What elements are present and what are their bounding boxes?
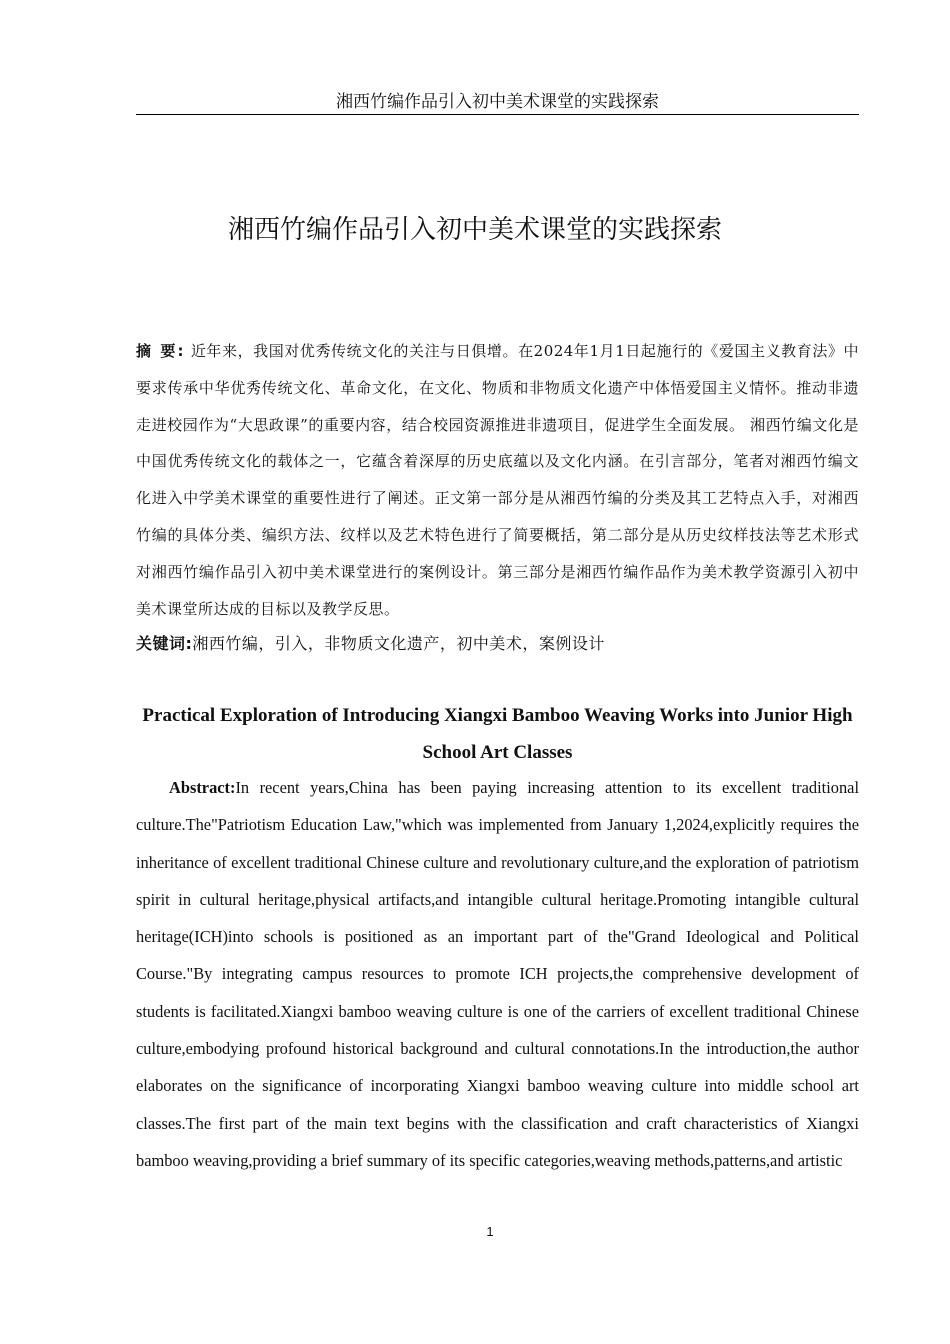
keywords-label: 关键词: xyxy=(136,634,193,653)
page-title-cn: 湘西竹编作品引入初中美术课堂的实践探索 xyxy=(227,215,722,245)
page-number: 1 xyxy=(486,1224,494,1239)
abstract-cn xyxy=(136,333,859,627)
keywords-text: 湘西竹编，引入，非物质文化遗产，初中美术，案例设计 xyxy=(192,634,605,653)
abstract-cn-label: 摘 要: xyxy=(136,342,186,360)
page-title-en: Practical Exploration of Introducing Xiangxi Bamboo Weaving Works into Junior High School Art Classes xyxy=(142,705,853,763)
keywords xyxy=(136,628,859,660)
abstract-en xyxy=(136,769,859,1179)
abstract-cn-text: 近年来，我国对优秀传统文化的关注与日俱增。在2024年1月1日起施行的《爱国主义教育法》中要求传承中华优秀传统文化、革命文化，在文化、物质和非物质文化遗产中体悟爱国主义情怀。推动非遗走进校园作为“大思政课”的重要内容，结合校园资源推进非遗项目，促进学生全面发展。 湘西竹编文化是中国优秀传统文化的载体之一，它蕴含着深厚的历史底蕴以及文化内涵。在引言部分，笔者对湘西竹编文化进入中学美术课堂的重要性进行了阐述。正文第一部分是从湘西竹编的分类及其工艺特点入手，对湘西竹编的具体分类、编织方法、纹样以及艺术特色进行了简要概括，第二部分是从历史纹样技法等艺术形式对湘西竹编作品引入初中美术课堂进行的案例设计。第三部分是湘西竹编作品作为美术教学资源引入初中美术课堂所达成的目标以及教学反思。 xyxy=(136,342,859,618)
running-header-title: 湘西竹编作品引入初中美术课堂的实践探索 xyxy=(336,92,659,112)
running-header xyxy=(136,90,859,115)
abstract-en-text: In recent years,China has been paying increasing attention to its excellent traditional culture.The"Patriotism Education Law,"which was implemented from January 1,2024,explicitly requires the inheritance of excellent traditional Chinese culture and revolutionary culture,and the exploration of patriotism spirit in cultural heritage,physical artifacts,and intangible cultural heritage.Promoting intangible cultural heritage(ICH)into schools is positioned as an important part of the"Grand Ideological and Political Course."By integrating campus resources to promote ICH projects,the comprehensive development of students is facilitated.Xiangxi bamboo weaving culture is one of the carriers of excellent traditional Chinese culture,embodying profound historical background and cultural connotations.In the introduction,the author elaborates on the significance of incorporating Xiangxi bamboo weaving culture into middle school art classes.The first part of the main text begins with the classification and craft characteristics of Xiangxi bamboo weaving,providing a brief summary of its specific categories,weaving methods,patterns,and artistic xyxy=(136,778,859,1170)
abstract-en-label: Abstract: xyxy=(169,778,236,797)
